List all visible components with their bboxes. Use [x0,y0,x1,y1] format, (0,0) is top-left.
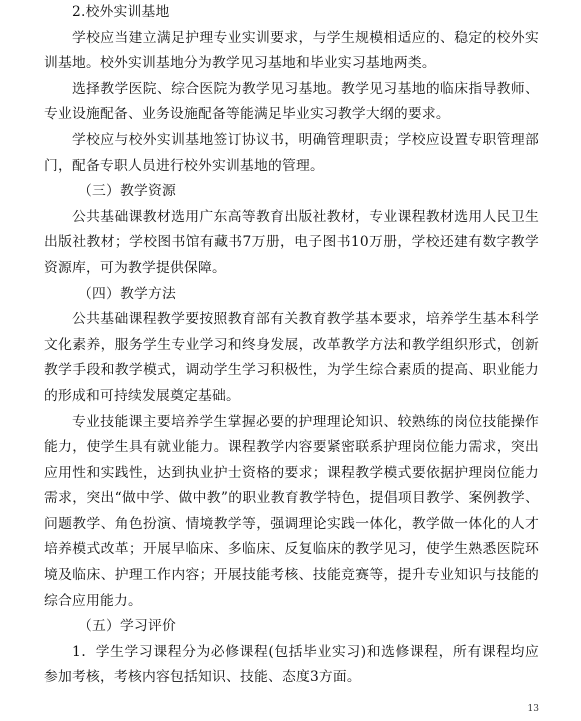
paragraph-professional-skills-courses: 专业技能课主要培养学生掌握必要的护理理论知识、较熟练的岗位技能操作能力，使学生具有就业能力。课程教学内容要紧密联系护理岗位能力需求，突出应用性和实践性，达到执业护士资格的要求；课程教学模式要依据护理岗位能力需求，突出“做中学、做中教”的职业教育教学特色，提倡项目教学、案例教学、问题教学、角色扮演、情境教学等，强调理论实践一体化，教学做一体化的人才培养模式改革；开展早临床、多临床、反复临床的教学见习，使学生熟悉医院环境及临床、护理工作内容；开展技能考核、技能竞赛等，提升专业知识与技能的综合应用能力。 [44,413,539,609]
page-content [44,0,539,691]
paragraph-agreement-management: 学校应与校外实训基地签订协议书，明确管理职责；学校应设置专职管理部门，配备专职人员进行校外实训基地的管理。 [44,131,539,174]
paragraph-teaching-hospitals: 选择教学医院、综合医院为教学见习基地。教学见习基地的临床指导教师、专业设施配备、业务设施配备等能满足毕业实习教学大纲的要求。 [44,80,539,123]
paragraph-course-assessment: 1．学生学习课程分为必修课程(包括毕业实习)和选修课程，所有课程均应参加考核，考核内容包括知识、技能、态度3方面。 [44,643,539,686]
page-number: 13 [527,704,539,714]
heading-off-campus-training-base: 2.校外实训基地 [72,4,170,20]
paragraph-public-basic-courses: 公共基础课程教学要按照教育部有关教育教学基本要求，培养学生基本科学文化素养，服务学生专业学习和终身发展，改革教学方法和教学组织形式，创新教学手段和教学模式，调动学生学习积极性，为学生综合素质的提高、职业能力的形成和可持续发展奠定基础。 [44,311,539,404]
section-heading-teaching-methods: （四）教学方法 [78,285,176,302]
paragraph-textbooks-library: 公共基础课教材选用广东高等教育出版社教材，专业课程教材选用人民卫生出版社教材；学校图书馆有藏书7万册，电子图书10万册，学校还建有数字教学资源库，可为教学提供保障。 [44,208,539,276]
paragraph-training-base-requirements: 学校应当建立满足护理专业实训要求，与学生规模相适应的、稳定的校外实训基地。校外实训基地分为教学见习基地和毕业实习基地两类。 [44,29,539,72]
section-heading-learning-evaluation: （五）学习评价 [78,618,176,635]
section-heading-teaching-resources: （三）教学资源 [78,183,176,200]
